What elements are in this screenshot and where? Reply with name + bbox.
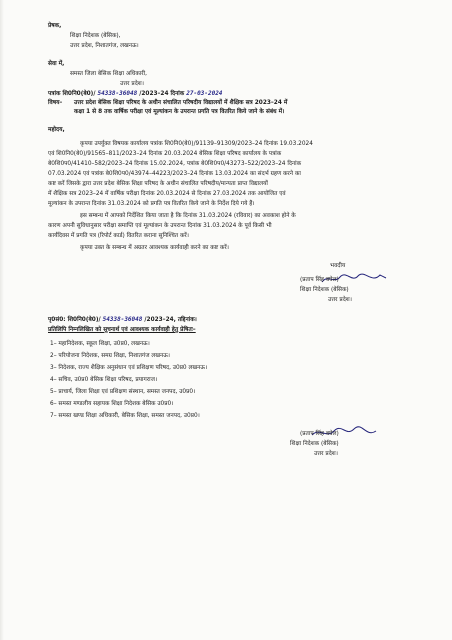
body-line-9: कारण अपनी सुविधानुसार परीक्षा समाप्ति एवं मूल्यांकन के उपरान्त दिनांक 31.03.2024 के पूर्व किसी भी bbox=[48, 223, 272, 229]
body-line-8: इस सम्बन्ध में आपको निर्देशित किया जाता है कि दिनांक 31.03.2024 (रविवार) का अवकाश होने के bbox=[80, 213, 296, 219]
copy-item-6: 6– समस्त मण्डलीय सहायक शिक्षा निदेशक बेसिक उ0प्र0। bbox=[50, 401, 174, 407]
copy-ref-prefix: पृ0सं0: शि0नि0(बे0)/ bbox=[48, 317, 101, 323]
copy-item-3: 3– निदेशक, राज्य शैक्षिक अनुसंधान एवं प्रशिक्षण परिषद, उ0प्र0 लखनऊ। bbox=[50, 365, 208, 371]
copy-item-4: 4– सचिव, उ0प्र0 बेसिक शिक्षा परिषद, प्रयागराज। bbox=[50, 377, 158, 383]
signature1-state: उत्तर प्रदेश। bbox=[328, 297, 352, 303]
copy-ref-number-handwritten: 54338-36048 bbox=[102, 316, 143, 323]
ref-number-handwritten: 54338-36048 bbox=[97, 90, 138, 97]
subject-line-1: उत्तर प्रदेश बेसिक शिक्षा परिषद के अधीन संचालित परिषदीय विद्यालयों में शैक्षिक सत्र 2023–24 में bbox=[74, 100, 288, 106]
sender-address: उत्तर प्रदेश, निशातगंज, लखनऊ। bbox=[70, 43, 139, 49]
copy-item-7: 7– समस्त खण्ड शिक्षा अधिकारी, बेसिक शिक्षा, समस्त जनपद, उ0प्र0। bbox=[50, 413, 200, 419]
signature1-name: (प्रताप सिंह बघेल) bbox=[300, 277, 339, 283]
ref-date-handwritten: 27-03-2024 bbox=[186, 90, 223, 97]
recipient-label: सेवा में, bbox=[48, 61, 65, 67]
closing: भवदीय bbox=[330, 263, 346, 269]
recipient-state: उत्तर प्रदेश। bbox=[120, 81, 144, 87]
body-line-2: एवं शि0नि0(बे0)/91565–811/2023–24 दिनांक 20.03.2024 बेसिक शिक्षा परिषद कार्यालय के पत्रांक bbox=[48, 151, 282, 157]
copy-item-1: 1– महानिदेशक, स्कूल शिक्षा, उ0प्र0, लखनऊ। bbox=[50, 341, 150, 347]
copy-item-2: 2– परियोजना निदेशक, समग्र शिक्षा, निशातगंज लखनऊ। bbox=[50, 353, 170, 359]
signature1-designation: शिक्षा निदेशक (बेसिक) bbox=[300, 287, 349, 293]
subject-label: विषय– bbox=[48, 100, 63, 106]
signature2-state: उत्तर प्रदेश। bbox=[314, 451, 338, 457]
body-line-7: मूल्यांकन के उपरान्त दिनांक 31.03.2024 को प्रगति पत्र वितरित किये जाने के निर्देश दिये गये हैं। bbox=[48, 201, 255, 207]
copy-heading: प्रतिलिपि निम्नलिखित को सूचनार्थ एवं आवश्यक कार्यवाही हेतु प्रेषितः– bbox=[48, 327, 196, 333]
signature2-name: (प्रताप सिंह बघेल) bbox=[300, 431, 339, 437]
body-line-3: बे0शि0प0/41410–582/2023–24 दिनांक 15.02.2024, पत्रांक बे0शि0प0/43273–522/2023–24 दिनांक bbox=[48, 161, 302, 167]
salutation: महोदय, bbox=[48, 127, 65, 133]
body-line-1: कृपया उपर्युक्त विषयक कार्यालय पत्रांक शि0नि0(बे0)/91139–91309/2023–24 दिनांक 19.03.2024 bbox=[80, 141, 313, 147]
body-line-11: कृपया उक्त के सम्बन्ध में अग्रतर आवश्यक कार्यवाही करने का कष्ट करें। bbox=[80, 245, 229, 251]
recipient-name: समस्त जिला बेसिक शिक्षा अधिकारी, bbox=[70, 71, 147, 77]
body-line-10: कार्यदिवस में प्रगति पत्र (रिपोर्ट कार्ड) वितरित कराना सुनिश्चित करें। bbox=[48, 233, 189, 239]
copy-ref-suffix: /2023–24, तद्दिनांक। bbox=[144, 317, 197, 323]
signature2-designation: शिक्षा निदेशक (बेसिक) bbox=[290, 441, 339, 447]
sender-name: शिक्षा निदेशक (बेसिक), bbox=[70, 33, 121, 39]
copy-item-5: 5– प्राचार्य, जिला शिक्षा एवं प्रशिक्षण संस्थान, समस्त जनपद, उ0प्र0। bbox=[50, 389, 196, 395]
body-line-5: कष्ट करें जिसके द्वारा उत्तर प्रदेश बेसिक शिक्षा परिषद के अधीन संचालित परिषदीय/मान्यता प्राप्त विद्यालयों bbox=[48, 181, 268, 187]
ref-year-label: /2023–24 दिनांक bbox=[139, 91, 185, 97]
scan-shadow bbox=[0, 0, 4, 640]
body-line-6: में शैक्षिक सत्र 2023–24 में वार्षिक परीक्षा दिनांक 20.03.2024 से दिनांक 27.03.2024 तक आयोजित एवं bbox=[48, 191, 286, 197]
subject-line-2: कक्षा 1 से 8 तक वार्षिक परीक्षा एवं मूल्यांकन के उपरान्त प्रगति पत्र वितरित किये जाने के संबंध में। bbox=[74, 109, 285, 115]
sender-label: प्रेषक, bbox=[48, 23, 62, 29]
copy-reference-line bbox=[48, 316, 197, 324]
reference-line bbox=[48, 90, 222, 98]
body-line-4: 07.03.2024 एवं पत्रांक बे0शि0प0/43974–44223/2023–24 दिनांक 13.03.2024 का संदर्भ ग्रहण करने का bbox=[48, 171, 301, 177]
ref-prefix: पत्रांक शि0नि0(बे0)/ bbox=[48, 91, 96, 97]
